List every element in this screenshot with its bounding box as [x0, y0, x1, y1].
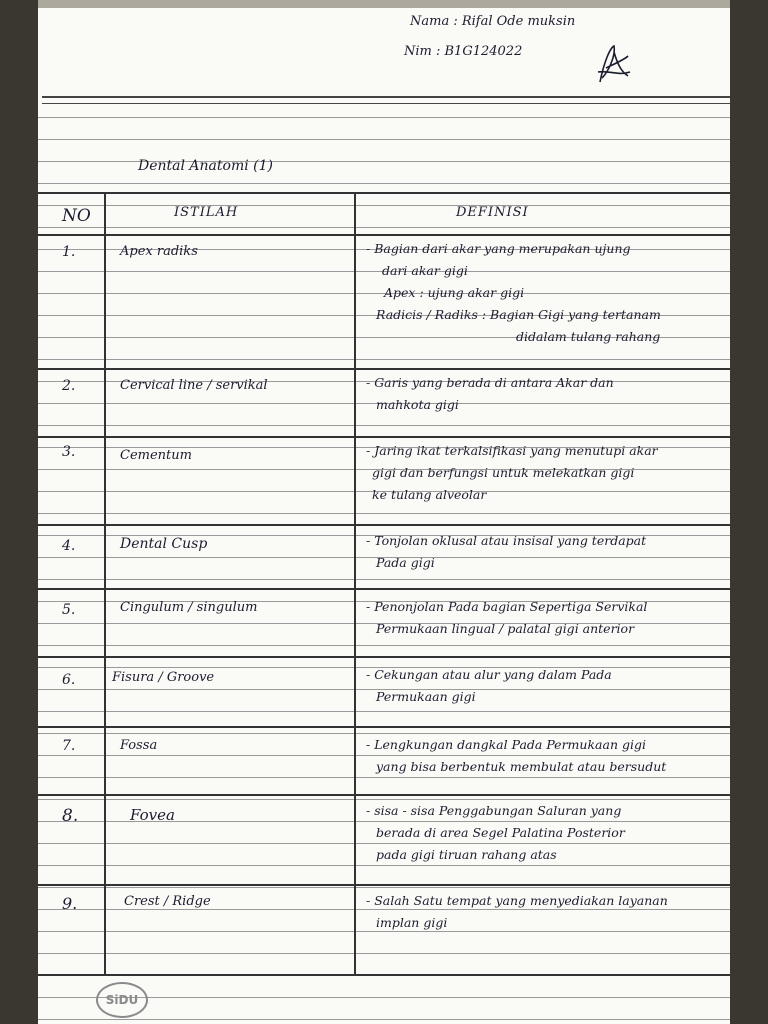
row-number: 3.	[62, 444, 76, 460]
table-bottom-rule	[38, 974, 730, 976]
row-definition: - Jaring ikat terkalsifikasi yang menutupi akar gigi dan berfungsi untuk melekatkan gigi ke tulang alveolar	[366, 443, 658, 502]
row-separator	[38, 436, 730, 438]
header-term: ISTILAH	[174, 205, 239, 220]
signature-icon	[594, 42, 634, 90]
row-number: 9.	[62, 894, 78, 913]
row-number: 6.	[62, 672, 76, 688]
paper-brand-stamp: SiDU	[96, 982, 148, 1018]
row-term: Cementum	[120, 448, 192, 463]
row-definition: - Penonjolan Pada bagian Sepertiga Servikal Permukaan lingual / palatal gigi anterior	[366, 599, 648, 636]
row-number: 1.	[62, 244, 76, 260]
row-separator	[38, 368, 730, 370]
header-definition: DEFINISI	[456, 205, 529, 220]
row-separator	[38, 524, 730, 526]
row-definition: - sisa - sisa Penggabungan Saluran yang berada di area Segel Palatina Posterior pada gigi tiruan rahang atas	[366, 803, 625, 862]
top-margin-line-2	[42, 103, 730, 104]
row-definition: - Cekungan atau alur yang dalam Pada Permukaan gigi	[366, 667, 612, 704]
header-no: NO	[62, 206, 91, 226]
column-divider-no	[104, 192, 106, 974]
row-term: Fovea	[130, 806, 175, 824]
page-title: Dental Anatomi (1)	[138, 158, 273, 174]
page-top-edge	[38, 0, 730, 8]
table-top-rule	[38, 192, 730, 194]
row-term: Cervical line / servikal	[120, 378, 268, 393]
row-term: Apex radiks	[120, 244, 198, 259]
row-number: 5.	[62, 602, 76, 618]
row-definition: - Tonjolan oklusal atau insisal yang terdapat Pada gigi	[366, 533, 647, 570]
row-number: 4.	[62, 538, 76, 554]
row-number: 7.	[62, 738, 76, 754]
row-term: Crest / Ridge	[124, 894, 211, 909]
row-definition: - Garis yang berada di antara Akar dan mahkota gigi	[366, 375, 614, 412]
row-number: 8.	[62, 806, 79, 826]
row-separator	[38, 656, 730, 658]
student-nim: Nim : B1G124022	[404, 44, 523, 59]
row-separator	[38, 588, 730, 590]
row-separator	[38, 884, 730, 886]
column-divider-term	[354, 192, 356, 974]
row-separator	[38, 794, 730, 796]
row-term: Fossa	[120, 738, 158, 753]
top-margin-line	[42, 96, 730, 98]
row-separator	[38, 726, 730, 728]
row-term: Cingulum / singulum	[120, 600, 258, 615]
notebook-page	[38, 0, 730, 1024]
row-term: Dental Cusp	[120, 536, 208, 552]
student-name: Nama : Rifal Ode muksin	[410, 14, 576, 29]
row-definition: - Lengkungan dangkal Pada Permukaan gigi yang bisa berbentuk membulat atau bersudut	[366, 737, 667, 774]
row-number: 2.	[62, 378, 76, 394]
row-definition: - Salah Satu tempat yang menyediakan layanan implan gigi	[366, 893, 668, 930]
header-bottom-rule	[38, 234, 730, 236]
row-definition: - Bagian dari akar yang merupakan ujung dari akar gigi Apex : ujung akar gigi Radicis / Radiks : Bagian Gigi yang tertanam didalam tulang rahang	[366, 241, 661, 344]
row-term: Fisura / Groove	[112, 670, 215, 685]
